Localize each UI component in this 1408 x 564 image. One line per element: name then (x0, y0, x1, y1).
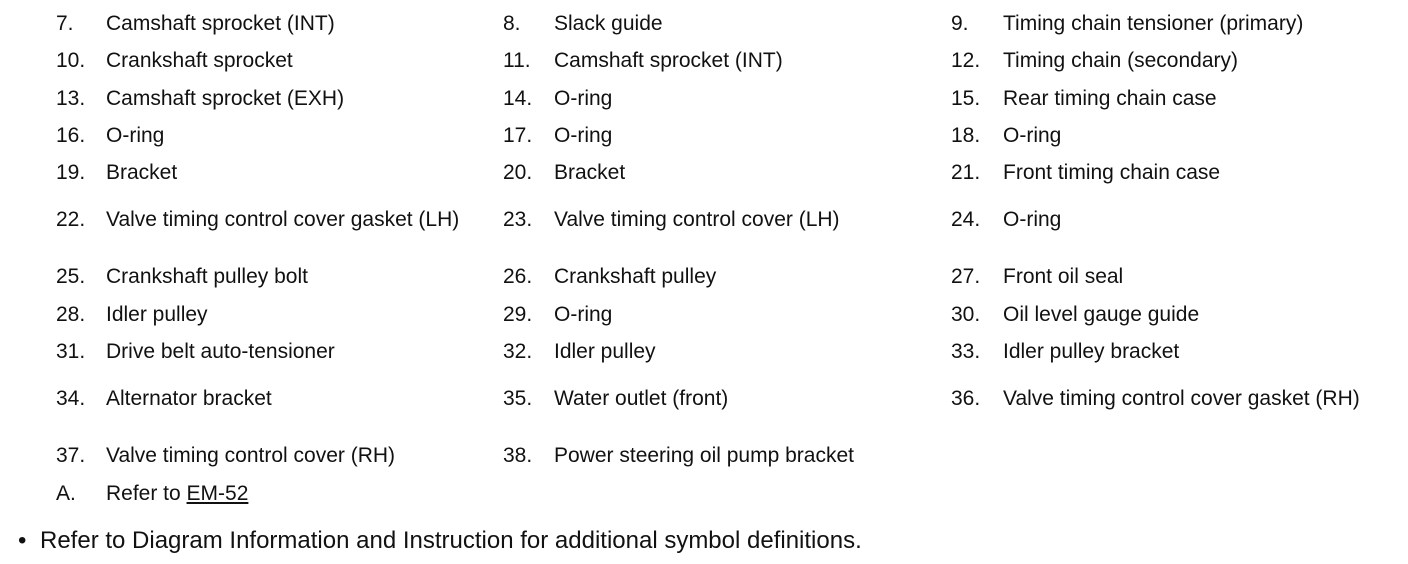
legend-item (0, 117, 1408, 154)
legend-row (0, 258, 1408, 295)
item-label-text: Valve timing control cover gasket (LH) (106, 208, 460, 231)
legend-row (0, 117, 1408, 154)
item-label (106, 479, 486, 508)
item-label (1003, 46, 1393, 75)
item-number: 13. (56, 86, 86, 110)
item-number: 16. (56, 123, 86, 147)
item-label (1003, 9, 1393, 38)
item-number: 18. (951, 123, 981, 147)
item-label-text: Bracket (554, 161, 626, 184)
item-number: A. (56, 481, 76, 505)
item-label (1003, 84, 1393, 113)
item-number: 24. (951, 207, 981, 231)
item-number: 25. (56, 264, 86, 288)
legend-row (0, 296, 1408, 333)
legend-item (0, 296, 1408, 333)
item-number: 34. (56, 386, 86, 410)
legend-row (0, 154, 1408, 191)
item-number: 9. (951, 11, 969, 35)
item-number: 38. (503, 443, 533, 467)
item-label-text: Timing chain (secondary) (1003, 49, 1238, 72)
item-label (1003, 337, 1393, 366)
item-label-text: Front oil seal (1003, 265, 1124, 288)
legend-row (0, 80, 1408, 117)
item-number: 17. (503, 123, 533, 147)
legend-row (0, 475, 1408, 512)
legend-item (0, 42, 1408, 79)
legend-row (0, 437, 1408, 474)
item-label-text: Drive belt auto-tensioner (106, 340, 335, 363)
legend-row (0, 371, 1408, 426)
item-number: 19. (56, 160, 86, 184)
item-number: 10. (56, 48, 86, 72)
item-label-text: O-ring (1003, 124, 1062, 147)
item-label (554, 441, 934, 470)
item-label (1003, 300, 1393, 329)
item-label-text: Crankshaft pulley (554, 265, 717, 288)
item-label-text: Front timing chain case (1003, 161, 1221, 184)
legend-item (0, 371, 1408, 426)
legend-item (0, 154, 1408, 191)
item-label-text: Crankshaft sprocket (106, 49, 293, 72)
item-number: 33. (951, 339, 981, 363)
legend-item (0, 437, 1408, 474)
item-label-text: O-ring (554, 124, 613, 147)
item-number: 14. (503, 86, 533, 110)
item-number: 37. (56, 443, 86, 467)
item-number: 23. (503, 207, 533, 231)
item-label (1003, 158, 1393, 187)
legend-item (0, 192, 1408, 247)
reference-link[interactable]: EM-52 (186, 482, 249, 505)
item-label (1003, 384, 1393, 413)
item-label-text: Alternator bracket (106, 387, 272, 410)
item-label-text: Valve timing control cover gasket (RH) (1003, 387, 1360, 410)
item-label-text: Water outlet (front) (554, 387, 729, 410)
item-label-text: O-ring (1003, 208, 1062, 231)
item-number: 36. (951, 386, 981, 410)
symbol-definitions-note (18, 526, 862, 556)
item-number: 11. (503, 48, 531, 72)
item-number: 29. (503, 302, 533, 326)
item-label-text: Camshaft sprocket (EXH) (106, 87, 345, 110)
item-label-text: O-ring (106, 124, 165, 147)
item-number: 27. (951, 264, 981, 288)
legend-item (0, 333, 1408, 370)
item-label-text: Slack guide (554, 12, 663, 35)
item-label-text: Rear timing chain case (1003, 87, 1217, 110)
item-number: 15. (951, 86, 981, 110)
item-label-text: O-ring (554, 303, 613, 326)
item-number: 31. (56, 339, 86, 363)
item-number: 21. (951, 160, 981, 184)
item-label (1003, 121, 1393, 150)
item-label-text: Timing chain tensioner (primary) (1003, 12, 1304, 35)
item-label-text: Idler pulley (106, 303, 208, 326)
item-label-text: O-ring (554, 87, 613, 110)
item-label-text: Oil level gauge guide (1003, 303, 1200, 326)
legend-row (0, 192, 1408, 247)
item-label-text: Camshaft sprocket (INT) (106, 12, 335, 35)
legend-row (0, 333, 1408, 370)
item-number: 22. (56, 207, 86, 231)
item-label (1003, 262, 1393, 291)
item-number: 32. (503, 339, 533, 363)
bullet-icon: • (18, 527, 27, 554)
item-label (1003, 205, 1393, 234)
item-number: 8. (503, 11, 521, 35)
item-number: 7. (56, 11, 74, 35)
item-label-text: Idler pulley (554, 340, 656, 363)
item-number: 26. (503, 264, 533, 288)
item-label-text: Refer to (106, 482, 187, 505)
item-label-text: Power steering oil pump bracket (554, 444, 854, 467)
item-label-text: Bracket (106, 161, 178, 184)
item-number: 20. (503, 160, 533, 184)
legend-item (0, 5, 1408, 42)
item-label-text: Valve timing control cover (RH) (106, 444, 396, 467)
item-label-text: Crankshaft pulley bolt (106, 265, 308, 288)
item-label-text: Valve timing control cover (LH) (554, 208, 840, 231)
item-label-text: Idler pulley bracket (1003, 340, 1180, 363)
legend-row (0, 42, 1408, 79)
legend-row (0, 5, 1408, 42)
note-text: Refer to Diagram Information and Instruction for additional symbol definitions. (40, 527, 862, 554)
item-number: 30. (951, 302, 981, 326)
legend-item (0, 475, 1408, 512)
legend-item (0, 80, 1408, 117)
item-number: 35. (503, 386, 533, 410)
item-label-text: Camshaft sprocket (INT) (554, 49, 783, 72)
item-number: 12. (951, 48, 981, 72)
legend-item (0, 258, 1408, 295)
item-number: 28. (56, 302, 86, 326)
